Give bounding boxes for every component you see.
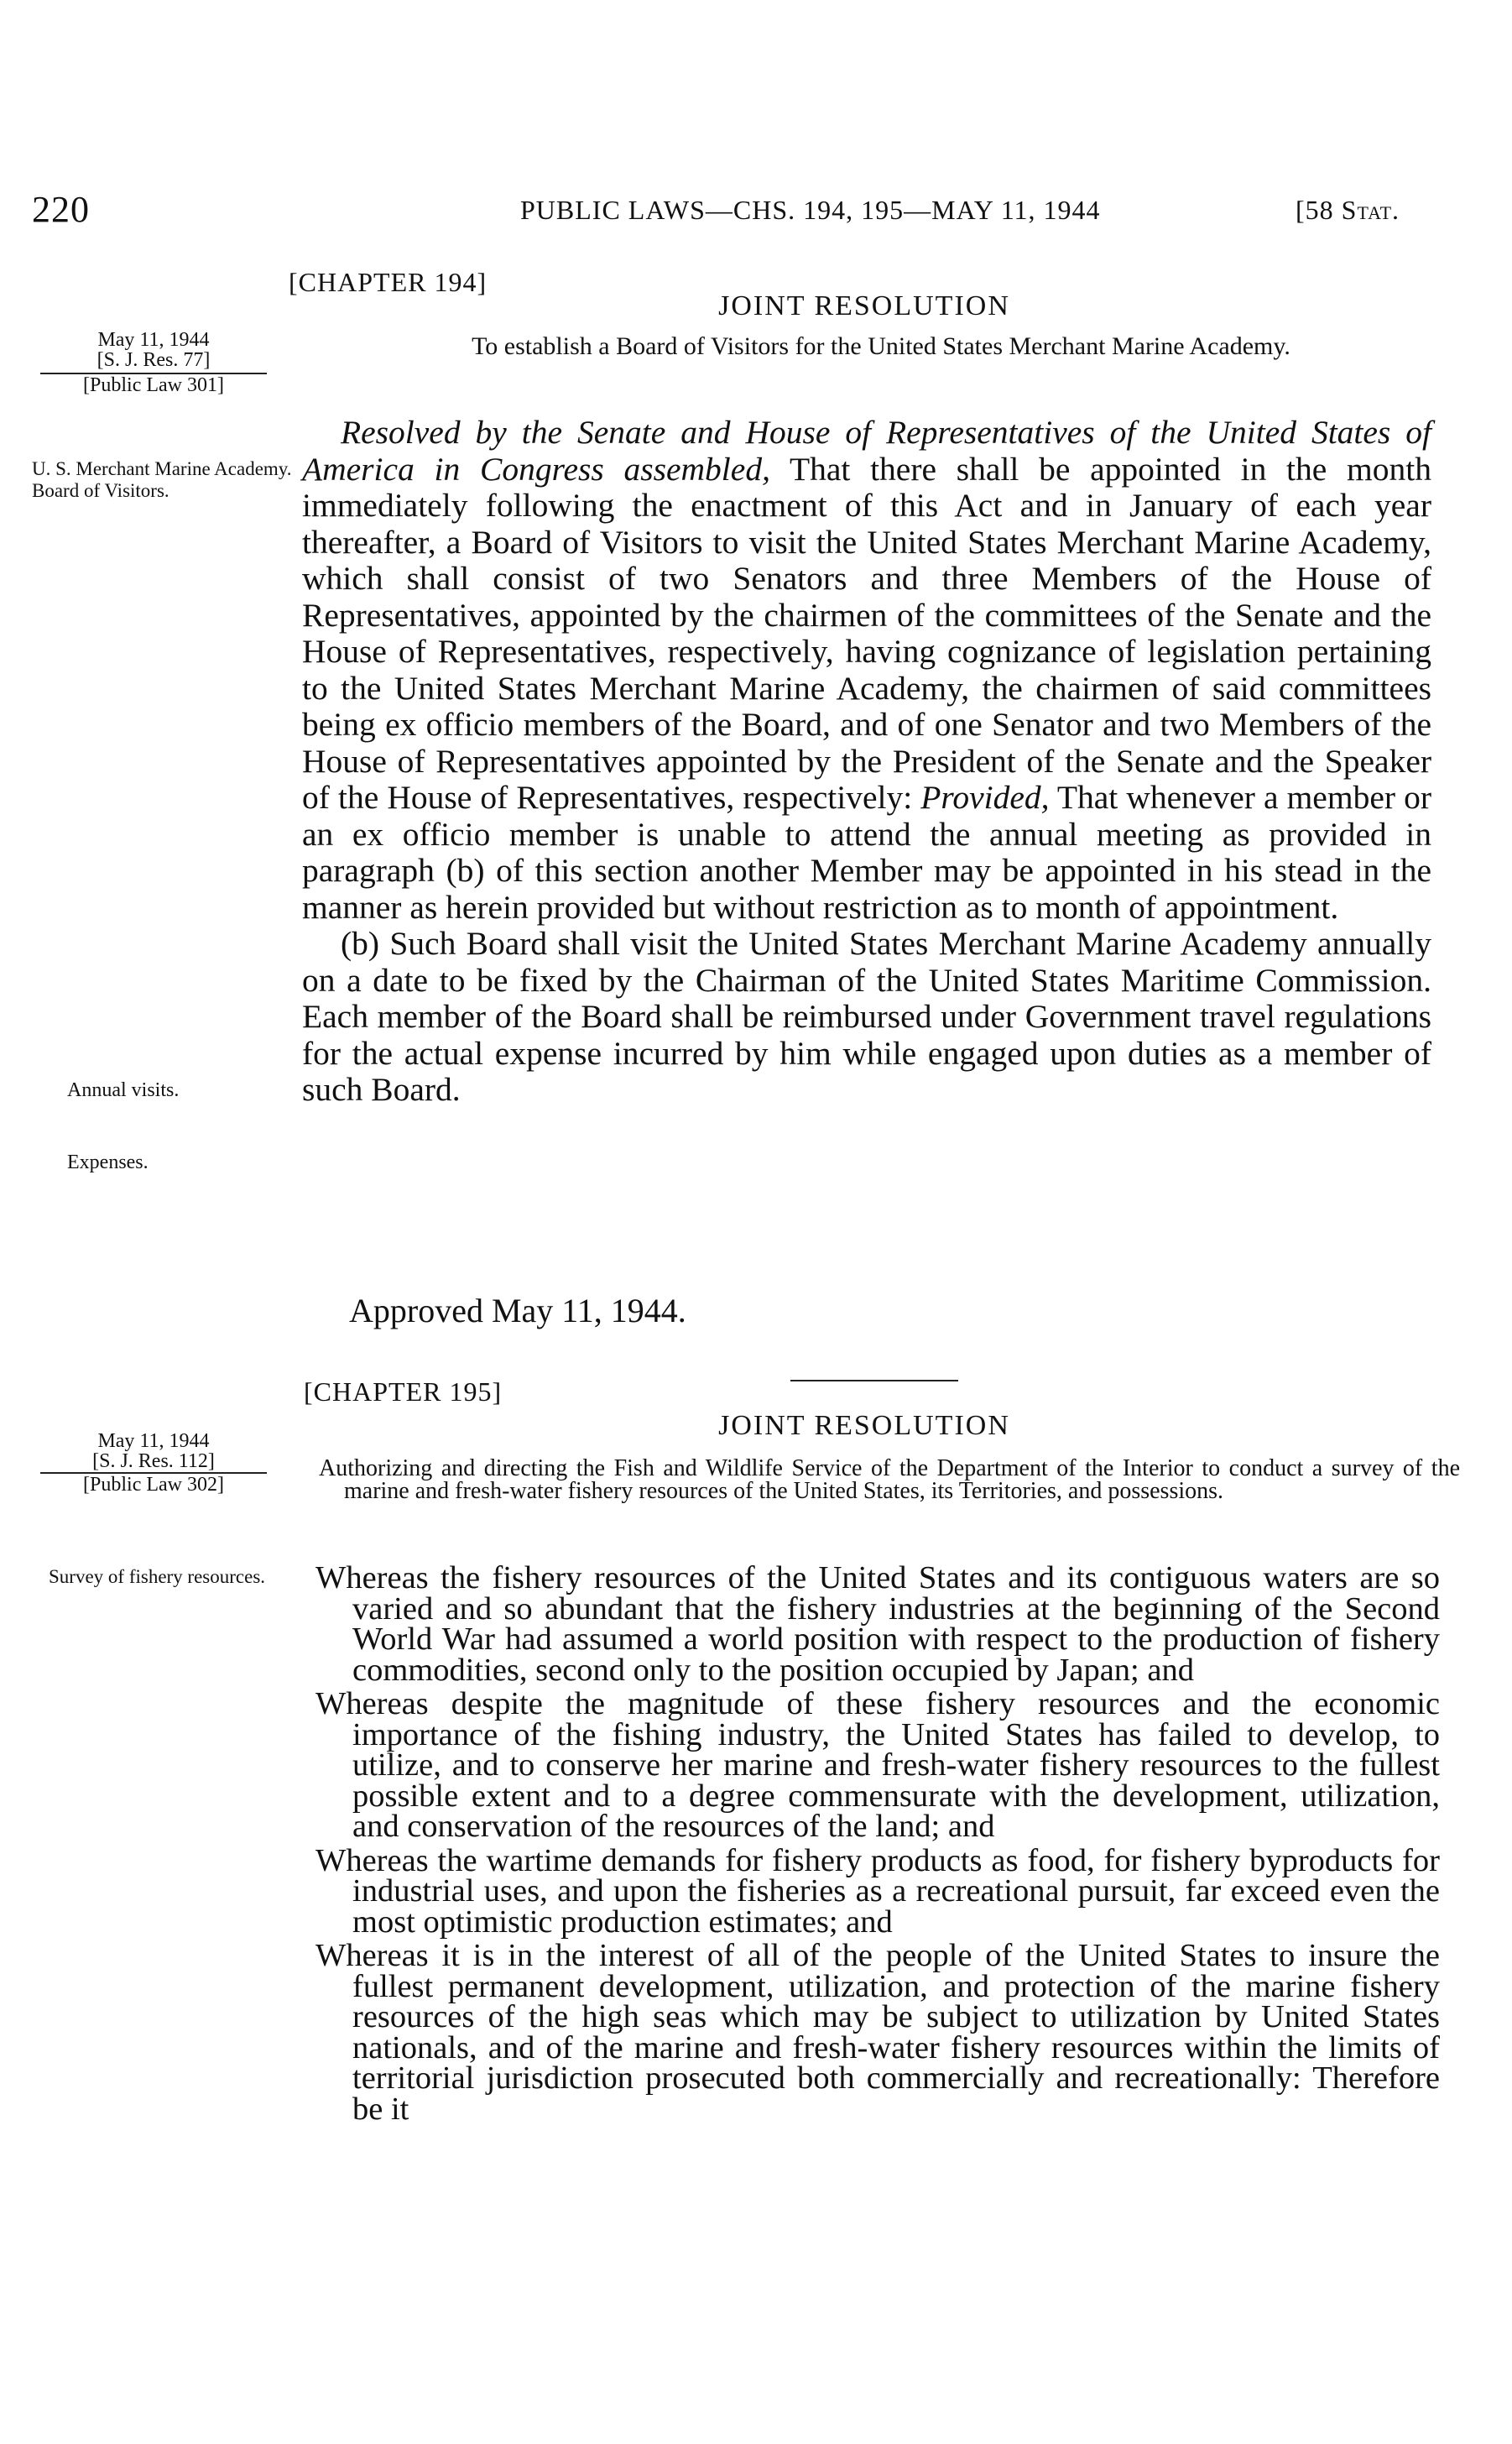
chapter-195-law: [Public Law 302] (83, 1474, 224, 1496)
whereas-clauses (315, 1560, 1440, 2128)
chapter-195-type: JOINT RESOLUTION (718, 1410, 1010, 1441)
chapter-194-purpose: To establish a Board of Visitors for the United States Merchant Marine Academy. (472, 332, 1290, 360)
resolving-clause (302, 415, 1431, 926)
proviso-text: That whenever a member or an ex officio member is unable to attend the annual meeting as provided in paragraph (b) of this section another Member may be appointed in his stead in the manner as herein provided but without restriction as to month of appointment. (302, 779, 1431, 926)
resolving-italic: Resolved by the Senate and House of Representatives of the United States of America in Congress assembled, (302, 414, 1431, 488)
margin-note-board: U. S. Merchant Marine Academy. Board of Visitors. (32, 458, 292, 501)
page-number: 220 (32, 189, 90, 230)
whereas-clause-4: Whereas it is in the interest of all of the people of the United States to insure the fullest permanent development, utilization, and protection of the marine fishery resources of the high seas which may be subject to utilization by United States nationals, and of the marine and fresh-water fishery resources within the limits of territorial jurisdiction prosecuted both commercially and recreationally: Therefore be it (315, 1938, 1440, 2127)
chapter-195-heading: [CHAPTER 195] (304, 1376, 503, 1407)
chapter-194-date: May 11, 1944 (97, 329, 210, 351)
resolving-text: That there shall be appointed in the month immediately following the enactment of this Act and in January of each year thereafter, a Board of Visitors to visit the United States Merchant Marine Academy, which shall consist of two Senators and three Members of the House of Representatives, appointed by the chairmen of the committees of the Senate and the House of Representatives, respectively, having cognizance of legislation pertaining to the United States Merchant Marine Academy, the chairmen of said committees being ex officio members of the Board, and of one Senator and two Members of the House of Representatives appointed by the President of the Senate and the Speaker of the House of Representatives, respectively: (302, 450, 1431, 816)
chapter-194-heading: [CHAPTER 194] (289, 267, 487, 297)
chapter-194-body (302, 415, 1431, 1109)
chapter-194-res: [S. J. Res. 77] (96, 349, 211, 371)
chapter-195-res: [S. J. Res. 112] (92, 1450, 215, 1472)
proviso-italic: Provided, (920, 779, 1050, 816)
approved-line: Approved May 11, 1944. (349, 1292, 686, 1329)
chapter-195-date: May 11, 1944 (97, 1430, 210, 1452)
running-title: PUBLIC LAWS—CHS. 194, 195—MAY 11, 1944 (520, 195, 1101, 225)
whereas-clause-2: Whereas despite the magnitude of these fishery resources and the economic importance of the fishing industry, the United States has failed to develop, to utilize, and to conserve her marine and fresh-water fishery resources to the fullest possible extent and to a degree commensurate with the development, utilization, and conservation of the resources of the land; and (315, 1686, 1440, 1844)
chapter-194-law: [Public Law 301] (83, 374, 224, 396)
whereas-clause-1: Whereas the fishery resources of the United States and its contiguous waters are so varied and so abundant that the fishery industries at the beginning of the Second World War had assumed a world position with respect to the production of fishery commodities, second only to the position occupied by Japan; and (315, 1560, 1440, 1688)
chapter-195-purpose: Authorizing and directing the Fish and Wildlife Service of the Department of the Interior to conduct a survey of the marine and fresh-water fishery resources of the United States, its Territories, and possessions. (319, 1455, 1460, 1504)
section-divider (790, 1380, 958, 1381)
margin-note-expenses: Expenses. (67, 1152, 149, 1173)
whereas-clause-3: Whereas the wartime demands for fishery products as food, for fishery byproducts for industrial uses, and upon the fisheries as a recreational pursuit, far exceed even the most optimistic production estimates; and (315, 1842, 1440, 1940)
margin-note-annual: Annual visits. (67, 1079, 180, 1101)
statute-volume: [58 Stat. (1296, 195, 1400, 225)
paragraph-b: (b) Such Board shall visit the United States Merchant Marine Academy annually on a date to be fixed by the Chairman of the United States Maritime Commission. Each member of the Board shall be reimbursed under Government travel regulations for the actual expense incurred by him while engaged upon duties as a member of such Board. (302, 925, 1431, 1108)
margin-note-survey: Survey of fishery resources. (49, 1566, 266, 1587)
chapter-194-type: JOINT RESOLUTION (718, 290, 1010, 321)
